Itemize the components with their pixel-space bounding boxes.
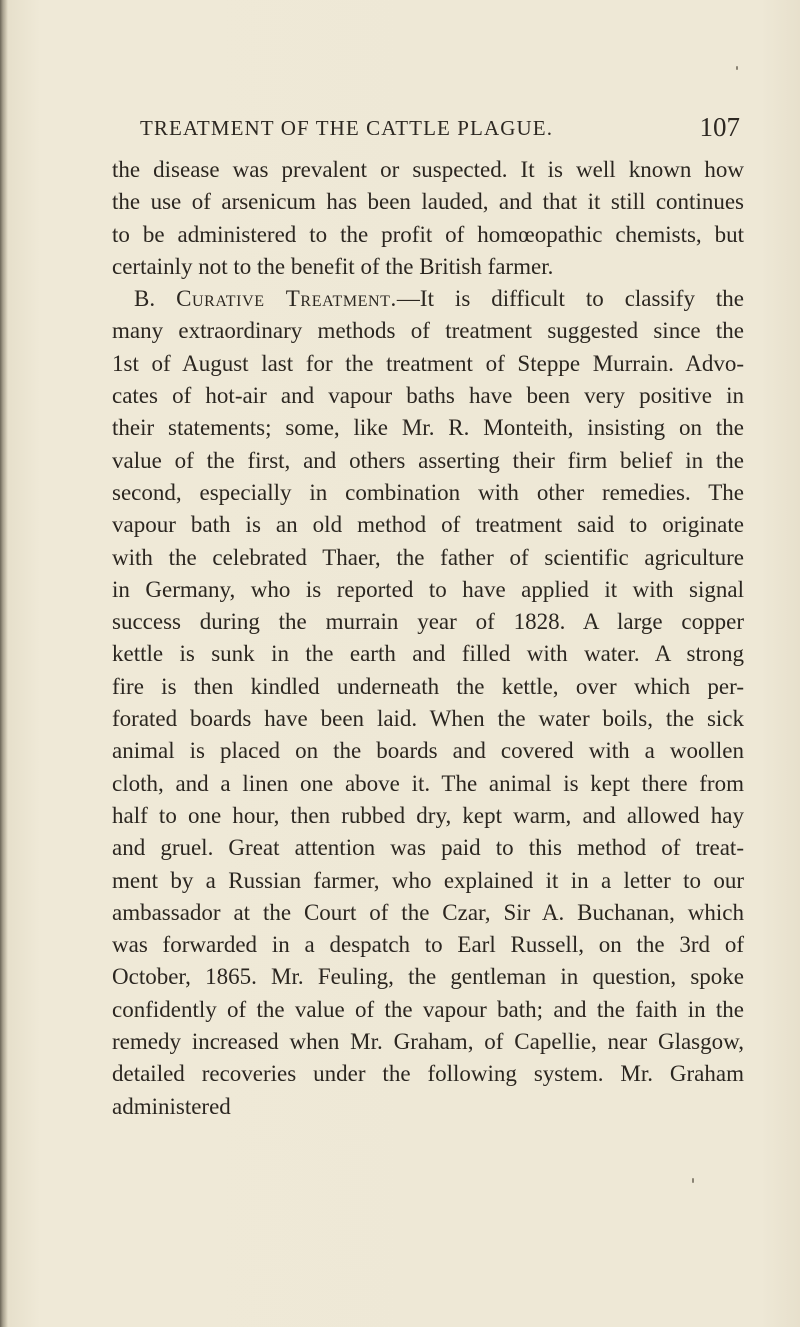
text-line: remedy increased when Mr. Graham, of Capellie, near Glasgow, (112, 1029, 744, 1055)
text-line: kettle is sunk in the earth and filled with water. A strong (112, 641, 744, 667)
text-line: was forwarded in a despatch to Earl Russell, on the 3rd of (112, 932, 744, 958)
page-number: 107 (699, 112, 740, 142)
text-line: administered (112, 1093, 231, 1119)
text-line: ambassador at the Court of the Czar, Sir A. Buchanan, which (112, 899, 744, 925)
text-line: vapour bath is an old method of treatment said to originate (112, 512, 744, 538)
paper-speck (692, 1178, 694, 1183)
text-line: the use of arsenicum has been lauded, and that it still continues (112, 189, 744, 215)
text-line: cloth, and a linen one above it. The animal is kept there from (112, 770, 744, 796)
text-line: in Germany, who is reported to have applied it with signal (112, 576, 744, 602)
text-line: the disease was prevalent or suspected. It is well known how (112, 157, 744, 182)
text-line: cates of hot-air and vapour baths have been very positive in (112, 383, 744, 409)
text-line: value of the first, and others asserting their firm belief in the (112, 447, 744, 473)
text-line: detailed recoveries under the following system. Mr. Graham (112, 1061, 744, 1087)
text-line: to be administered to the profit of homœopathic chemists, but (112, 221, 744, 247)
text-line: confidently of the value of the vapour bath; and the faith in the (112, 996, 744, 1022)
paper-speck (736, 66, 738, 70)
text-line: 1st of August last for the treatment of Steppe Murrain. Advo- (112, 350, 744, 376)
body-text (112, 154, 744, 1123)
running-head: TREATMENT OF THE CATTLE PLAGUE. (140, 116, 554, 140)
section-first-line (112, 283, 744, 315)
text-line: many extraordinary methods of treatment suggested since the (112, 318, 744, 344)
text-line: fire is then kindled underneath the kettle, over which per- (112, 673, 744, 699)
text-line: their statements; some, like Mr. R. Monteith, insisting on the (112, 415, 744, 441)
text-line: second, especially in combination with other remedies. The (112, 479, 744, 505)
text-line: animal is placed on the boards and covered with a woollen (112, 738, 744, 764)
section-first-line-rest: —It is difficult to classify the (396, 286, 745, 312)
text-line: half to one hour, then rubbed dry, kept warm, and allowed hay (112, 802, 744, 828)
text-line: with the celebrated Thaer, the father of scientific agriculture (112, 544, 744, 570)
binding-gutter-shadow (0, 0, 8, 1327)
text-line: and gruel. Great attention was paid to this method of treat- (112, 835, 744, 861)
text-line: ment by a Russian farmer, who explained it in a letter to our (112, 867, 744, 893)
text-line: October, 1865. Mr. Feuling, the gentleman in question, spoke (112, 964, 744, 990)
section-label: B. (134, 286, 156, 312)
text-line: success during the murrain year of 1828. A large copper (112, 609, 744, 635)
text-line: forated boards have been laid. When the water boils, the sick (112, 706, 744, 732)
text-line: certainly not to the benefit of the British farmer. (112, 253, 554, 279)
page-header (140, 112, 740, 148)
section-heading: Curative Treatment. (176, 286, 397, 312)
